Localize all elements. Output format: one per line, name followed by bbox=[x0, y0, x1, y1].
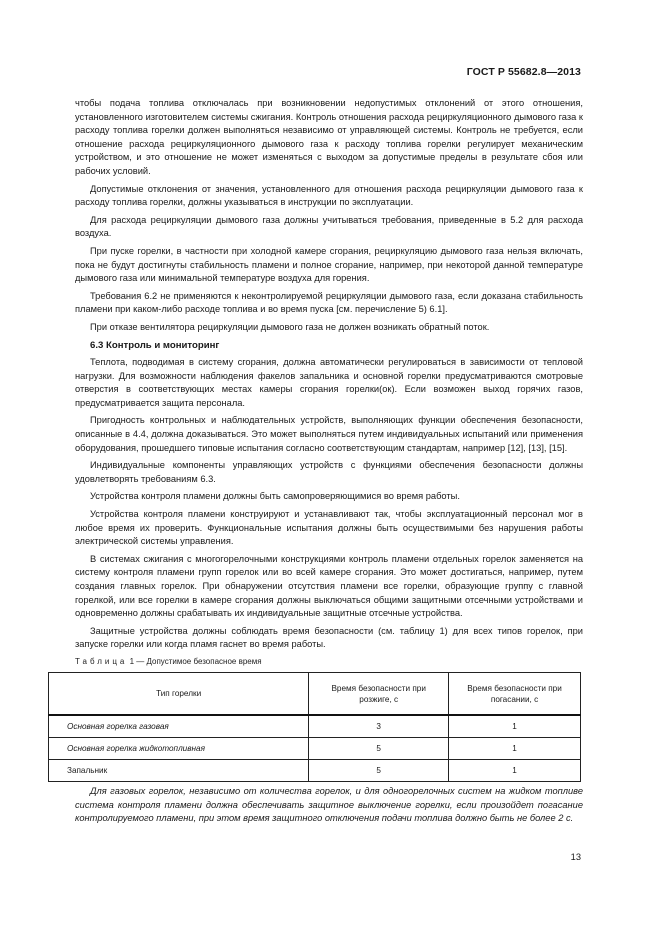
paragraph: Устройства контроля пламени должны быть самопроверяющимися во время работы. bbox=[90, 491, 460, 502]
extinction-time-cell: 1 bbox=[449, 715, 581, 738]
paragraph: При пуске горелки, в частности при холодной камере сгорания, рециркуляцию дымового газа нельзя включать, пока не будут достигнуты стабильность пламени и полное сгорание, например, при некоторой данной температуре дымового газа или минимальной температуре воздуха для горения. bbox=[75, 245, 583, 284]
paragraph: чтобы подача топлива отключалась при возникновении недопустимых отклонений от этого отношения, установленного изготовителем системы сжигания. Контроль отношения расхода рециркуляционного дымового газа к расходу топлива горелки должен выполняться независимо от управляющей системы. Контроль не требуется, если отношение расхода рециркуляционного дымового газа к расходу топлива горелки регулирует механическим устройством, и это отношение не может изменяться с выходом за допустимые пределы в результате сбоя или рабочих условий. bbox=[75, 98, 583, 176]
section-title: 6.3 Контроль и мониторинг bbox=[90, 339, 220, 351]
safety-time-table bbox=[48, 672, 581, 782]
page-number: 13 bbox=[570, 852, 581, 862]
table-header-row bbox=[49, 673, 581, 716]
paragraph: Индивидуальные компоненты управляющих устройств с функциями обеспечения безопасности должны удовлетворять требованиям 6.3. bbox=[75, 460, 583, 484]
table-caption-text: 1 — Допустимое безопасное время bbox=[129, 657, 262, 666]
paragraph: Для расхода рециркуляции дымового газа должны учитываться требования, приведенные в 5.2 для расхода воздуха. bbox=[75, 214, 583, 239]
ignition-time-cell: 5 bbox=[309, 738, 449, 760]
column-header-text: Время безопасности при погасании, с bbox=[467, 683, 562, 704]
paragraph: Теплота, подводимая в систему сгорания, должна автоматически регулироваться в зависимости от тепловой нагрузки. Для возможности наблюдения факелов запальника и основной горелки предусматриваются смотровые отверстия в соответствующих местах камеры сгорания горелки(ок). Если возможен выход горячих газов, предусматривается защита персонала. bbox=[75, 357, 583, 408]
burner-type-cell: Основная горелка жидкотопливная bbox=[49, 738, 309, 760]
paragraph: Пригодность контрольных и наблюдательных устройств, выполняющих функции обеспечения безопасности, описанные в 4.4, должна доказываться. Это может выполняться путем индивидуальных испытаний или применения оборудования, прошедшего типовые испытания согласно соответствующим стандартам, например [12], [13], [15]. bbox=[75, 415, 583, 453]
burner-type-cell: Основная горелка газовая bbox=[49, 715, 309, 738]
standard-code: ГОСТ Р 55682.8—2013 bbox=[466, 66, 581, 78]
paragraph: При отказе вентилятора рециркуляции дымового газа не должен возникать обратный поток. bbox=[90, 321, 490, 332]
column-header bbox=[449, 673, 581, 716]
ignition-time-cell: 5 bbox=[309, 760, 449, 782]
body-text bbox=[75, 97, 583, 656]
table-row bbox=[49, 760, 581, 782]
table-caption-word: Таблица bbox=[75, 657, 128, 666]
paragraph: Защитные устройства должны соблюдать время безопасности (см. таблицу 1) для всех типов горелок, при запуске горелки или когда пламя гаснет во время работы. bbox=[75, 625, 583, 650]
table-row bbox=[49, 715, 581, 738]
extinction-time-cell: 1 bbox=[449, 760, 581, 782]
table-caption bbox=[75, 657, 262, 666]
column-header-text: Время безопасности при розжиге, с bbox=[331, 683, 426, 704]
burner-type-cell: Запальник bbox=[49, 760, 309, 782]
column-header bbox=[309, 673, 449, 716]
italic-note: Для газовых горелок, независимо от количества горелок, и для одногорелочных систем на жидком топливе система контроля пламени должна обеспечивать защитное выключение горелки, если произойдет погасание контролируемого пламени, при этом время защитного отключения подачи топлива должно быть не более 2 с. bbox=[75, 786, 583, 824]
paragraph: Устройства контроля пламени конструируют и устанавливают так, чтобы эксплуатационный персонал мог в любое время их проверить. Функциональные испытания должны быть осуществимыми без нарушения работы электрической системы управления. bbox=[75, 509, 583, 547]
extinction-time-cell: 1 bbox=[449, 738, 581, 760]
paragraph: В системах сжигания с многогорелочными конструкциями контроль пламени отдельных горелок заменяется на систему контроля пламени групп горелок или во всей камере сгорания. Это может достигаться, например, путем создания главных горелок. При обнаружении отсутствия пламени все горелки, образующие группу с главной горелкой, или все горелки в камере сгорания должны выключаться общими защитными отсечными устройствами и одновременно должны срабатывать их индивидуальные защитные отсечные устройства. bbox=[75, 553, 583, 619]
paragraph: Требования 6.2 не применяются к неконтролируемой рециркуляции дымового газа, если доказана стабильность пламени при каком-либо расходе топлива и во время пуска [см. перечисление 5) 6.1]. bbox=[75, 290, 583, 315]
ignition-time-cell: 3 bbox=[309, 715, 449, 738]
paragraph: Допустимые отклонения от значения, установленного для отношения расхода рециркуляции дымового газа к расходу топлива горелки, должны указываться в инструкции по эксплуатации. bbox=[75, 183, 583, 208]
table-row bbox=[49, 738, 581, 760]
column-header: Тип горелки bbox=[49, 673, 309, 716]
